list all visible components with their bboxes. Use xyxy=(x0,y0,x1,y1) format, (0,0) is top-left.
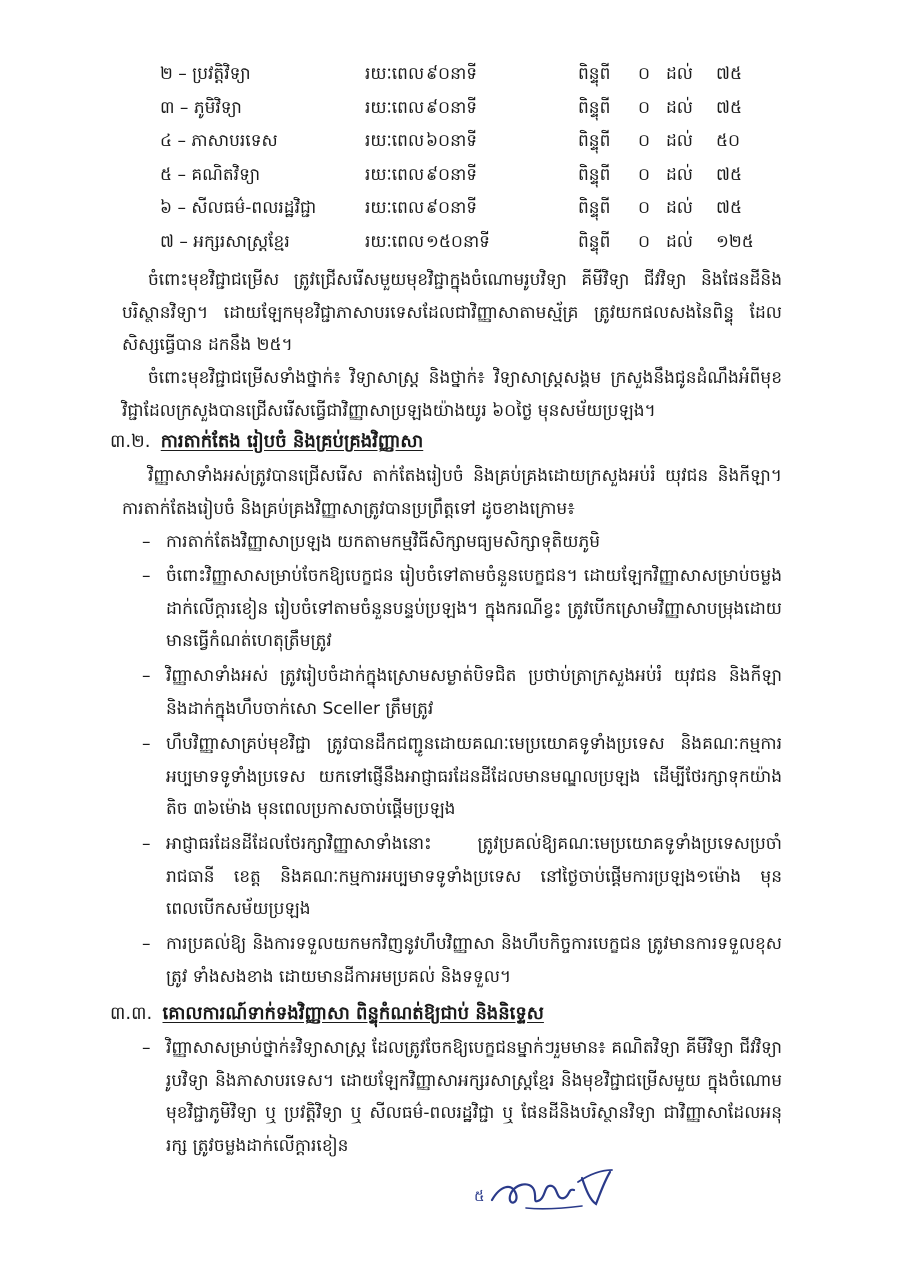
score-max: ៧៥ xyxy=(716,164,742,185)
score-min: ០ xyxy=(638,198,651,218)
dash-bullet-icon: – xyxy=(142,566,151,586)
duration-value: ១៥០នាទី xyxy=(426,231,490,252)
dash-bullet-icon: – xyxy=(142,532,151,552)
score-max: ៥០ xyxy=(716,131,741,151)
list-item-text: ចំពោះវិញ្ញាសាសម្រាប់ចែកឱ្យបេក្ខជន រៀបចំទៅតាមចំនួនបេក្ខជន។ ដោយឡែកវិញ្ញាសាសម្រាប់ចម្លងដាក់លើក្ដារខៀន រៀបចំទៅតាមចំនួនបន្ទប់ប្រឡង។ ក្នុងករណីខ្វះ ត្រូវបើកស្រោមវិញ្ញាសាបម្រុងដោយមានធ្វើកំណត់ហេតុត្រឹមត្រូវ xyxy=(166,566,782,651)
duration-label: រយៈពេល xyxy=(365,231,425,252)
score-min: ០ xyxy=(638,231,651,252)
signature-mark xyxy=(486,1160,616,1216)
list-item-text: អាជ្ញាធរដែនដីដែលថែរក្សាវិញ្ញាសាទាំងនោះ ត្រូវប្រគល់ឱ្យគណៈមេប្រយោគទូទាំងប្រទេសប្រចាំរាជធានី ខេត្ត និងគណៈកម្មការអប្បមាទទូទាំងប្រទេស នៅថ្ងៃចាប់ផ្ដើមការប្រឡង១ម៉ោង មុនពេលបើកសម័យប្រឡង xyxy=(166,834,782,919)
dash-bullet-icon: – xyxy=(142,834,151,854)
duration-value: ៩០នាទី xyxy=(426,198,478,218)
subject-name: ៤ – ភាសាបរទេស xyxy=(160,131,278,151)
subject-schedule xyxy=(160,58,780,259)
score-max: ៧៥ xyxy=(716,198,742,218)
list-item xyxy=(142,928,782,993)
score-label: ពិន្ទុពី xyxy=(578,64,611,84)
page-number: ៥ xyxy=(474,1187,485,1205)
section-heading-3-2 xyxy=(110,426,423,458)
duration-label: រយៈពេល xyxy=(365,164,425,185)
duration-value: ៦០នាទី xyxy=(426,131,478,151)
subject-name: ៥ – គណិតវិទ្យា xyxy=(160,164,261,185)
section-heading-3-3 xyxy=(110,998,544,1030)
section-number: ៣.៣. xyxy=(110,1003,153,1024)
list-item xyxy=(142,728,782,826)
list-item-text: វិញ្ញាសាសម្រាប់ថ្នាក់៖វិទ្យាសាស្ត្រ ដែលត្រូវចែកឱ្យបេក្ខជនម្នាក់ៗរួមមាន៖ គណិតវិទ្យា គីមីវិទ្យា ជីវវិទ្យា រូបវិទ្យា និងភាសាបរទេស។ ដោយឡែកវិញ្ញាសាអក្សរសាស្ត្រខ្មែរ និងមុខវិជ្ជាជម្រើសមួយ ក្នុងចំណោមមុខវិជ្ជាភូមិវិទ្យា ឬ ប្រវត្តិវិទ្យា ឬ សីលធម៌-ពលរដ្ឋវិជ្ជា ឬ ផែនដីនិងបរិស្ថានវិទ្យា ជាវិញ្ញាសាដែលអនុរក្ស ត្រូវចម្លងដាក់លើក្ដារខៀន xyxy=(166,1038,782,1156)
duration-value: ៩០នាទី xyxy=(426,97,478,118)
subject-row xyxy=(160,92,780,126)
list-item-text: ហឹបវិញ្ញាសាគ្រប់មុខវិជ្ជា ត្រូវបានដឹកជញ្ជូនដោយគណៈមេប្រយោគទូទាំងប្រទេស និងគណៈកម្មការអប្បមាទទូទាំងប្រទេស យកទៅផ្ញើនឹងអាជ្ញាធរដែនដីដែលមានមណ្ឌលប្រឡង ដើម្បីថែរក្សាទុកយ៉ាងតិច ៣៦ម៉ោង មុនពេលប្រកាសចាប់ផ្ដើមប្រឡង xyxy=(166,734,782,819)
score-label: ពិន្ទុពី xyxy=(578,97,611,118)
score-to: ដល់ xyxy=(666,198,693,218)
score-to: ដល់ xyxy=(666,131,693,151)
duration-value: ៩០នាទី xyxy=(426,164,478,185)
score-to: ដល់ xyxy=(666,231,693,252)
score-label: ពិន្ទុពី xyxy=(578,164,611,185)
score-to: ដល់ xyxy=(666,97,693,118)
section-title: គោលការណ៍ទាក់ទងវិញ្ញាសា ពិន្ទុកំណត់ឱ្យជាប់ និងនិទ្ទេស xyxy=(162,1003,544,1024)
subject-row xyxy=(160,159,780,193)
duration-label: រយៈពេល xyxy=(365,131,425,151)
section-title: ការតាក់តែង រៀបចំ និងគ្រប់គ្រងវិញ្ញាសា xyxy=(160,431,424,452)
score-min: ០ xyxy=(638,64,651,84)
subject-row xyxy=(160,58,780,92)
subject-name: ៧ – អក្សរសាស្ត្រខ្មែរ xyxy=(160,231,290,252)
score-label: ពិន្ទុពី xyxy=(578,131,611,151)
list-item-text: វិញ្ញាសាទាំងអស់ ត្រូវរៀបចំដាក់ក្នុងស្រោមសម្ងាត់បិទជិត ប្រថាប់ត្រាក្រសួងអប់រំ យុវជន និងកីឡា និងដាក់ក្នុងហឹបចាក់សោ Sceller ត្រឹមត្រូវ xyxy=(166,666,782,719)
list-item xyxy=(142,526,782,559)
dash-bullet-icon: – xyxy=(142,666,151,686)
score-label: ពិន្ទុពី xyxy=(578,198,611,218)
dash-bullet-icon: – xyxy=(142,1038,151,1058)
score-to: ដល់ xyxy=(666,64,693,84)
subject-name: ២ – ប្រវត្តិវិទ្យា xyxy=(160,64,251,84)
duration-value: ៩០នាទី xyxy=(426,64,478,84)
score-min: ០ xyxy=(638,131,651,151)
list-item-text: ការតាក់តែងវិញ្ញាសាប្រឡង យកតាមកម្មវិធីសិក្សាមធ្យមសិក្សាទុតិយភូមិ xyxy=(166,532,601,552)
duration-label: រយៈពេល xyxy=(365,64,425,84)
subject-row xyxy=(160,125,780,159)
duration-label: រយៈពេល xyxy=(365,97,425,118)
list-item xyxy=(142,1032,782,1162)
score-to: ដល់ xyxy=(666,164,693,185)
score-max: ៧៥ xyxy=(716,64,742,84)
duration-label: រយៈពេល xyxy=(365,198,425,218)
subject-row xyxy=(160,226,780,260)
score-max: ៧៥ xyxy=(716,97,742,118)
dash-bullet-icon: – xyxy=(142,934,151,954)
subject-name: ៦ – សីលធម៌-ពលរដ្ឋវិជ្ជា xyxy=(160,198,317,218)
score-max: ១២៥ xyxy=(716,231,754,252)
list-item xyxy=(142,828,782,926)
list-item xyxy=(142,660,782,725)
ministry-note-paragraph: ចំពោះមុខវិជ្ជាជម្រើសទាំងថ្នាក់៖ វិទ្យាសាស្ត្រ និងថ្នាក់៖ វិទ្យាសាស្ត្រសង្គម ក្រសួងនឹងជូនដំណឹងអំពីមុខវិជ្ជាដែលក្រសួងបានជ្រើសរើសធ្វើជាវិញ្ញាសាប្រឡងយ៉ាងយូរ ៦០ថ្ងៃ មុនសម័យប្រឡង។ xyxy=(122,368,782,421)
section-3-2-intro: វិញ្ញាសាទាំងអស់ត្រូវបានជ្រើសរើស តាក់តែងរៀបចំ និងគ្រប់គ្រងដោយក្រសួងអប់រំ យុវជន និងកីឡា។ ការតាក់តែងរៀបចំ និងគ្រប់គ្រងវិញ្ញាសាត្រូវបានប្រព្រឹត្តទៅ ដូចខាងក្រោម៖ xyxy=(122,466,782,519)
score-label: ពិន្ទុពី xyxy=(578,231,611,252)
subject-row xyxy=(160,192,780,226)
list-item-text: ការប្រគល់ឱ្យ និងការទទួលយកមកវិញនូវហឹបវិញ្ញាសា និងហឹបកិច្ចការបេក្ខជន ត្រូវមានការទទួលខុសត្រូវ ទាំងសងខាង ដោយមានដីកាអមប្រគល់ និងទទួល។ xyxy=(166,934,782,987)
score-min: ០ xyxy=(638,164,651,185)
section-number: ៣.២. xyxy=(110,431,151,452)
dash-bullet-icon: – xyxy=(142,734,151,754)
subject-name: ៣ – ភូមិវិទ្យា xyxy=(160,97,242,118)
elective-note-paragraph: ចំពោះមុខវិជ្ជាជម្រើស ត្រូវជ្រើសរើសមួយមុខវិជ្ជាក្នុងចំណោមរូបវិទ្យា គីមីវិទ្យា ជីវវិទ្យា និងផែនដីនិងបរិស្ថានវិទ្យា។ ដោយឡែកមុខវិជ្ជាភាសាបរទេសដែលជាវិញ្ញាសាតាមស្ម័គ្រ ត្រូវយកផលសងនៃពិន្ទុ ដែលសិស្សធ្វើបាន ដកនឹង ២៥។ xyxy=(122,270,782,355)
score-min: ០ xyxy=(638,97,651,118)
list-item xyxy=(142,560,782,658)
